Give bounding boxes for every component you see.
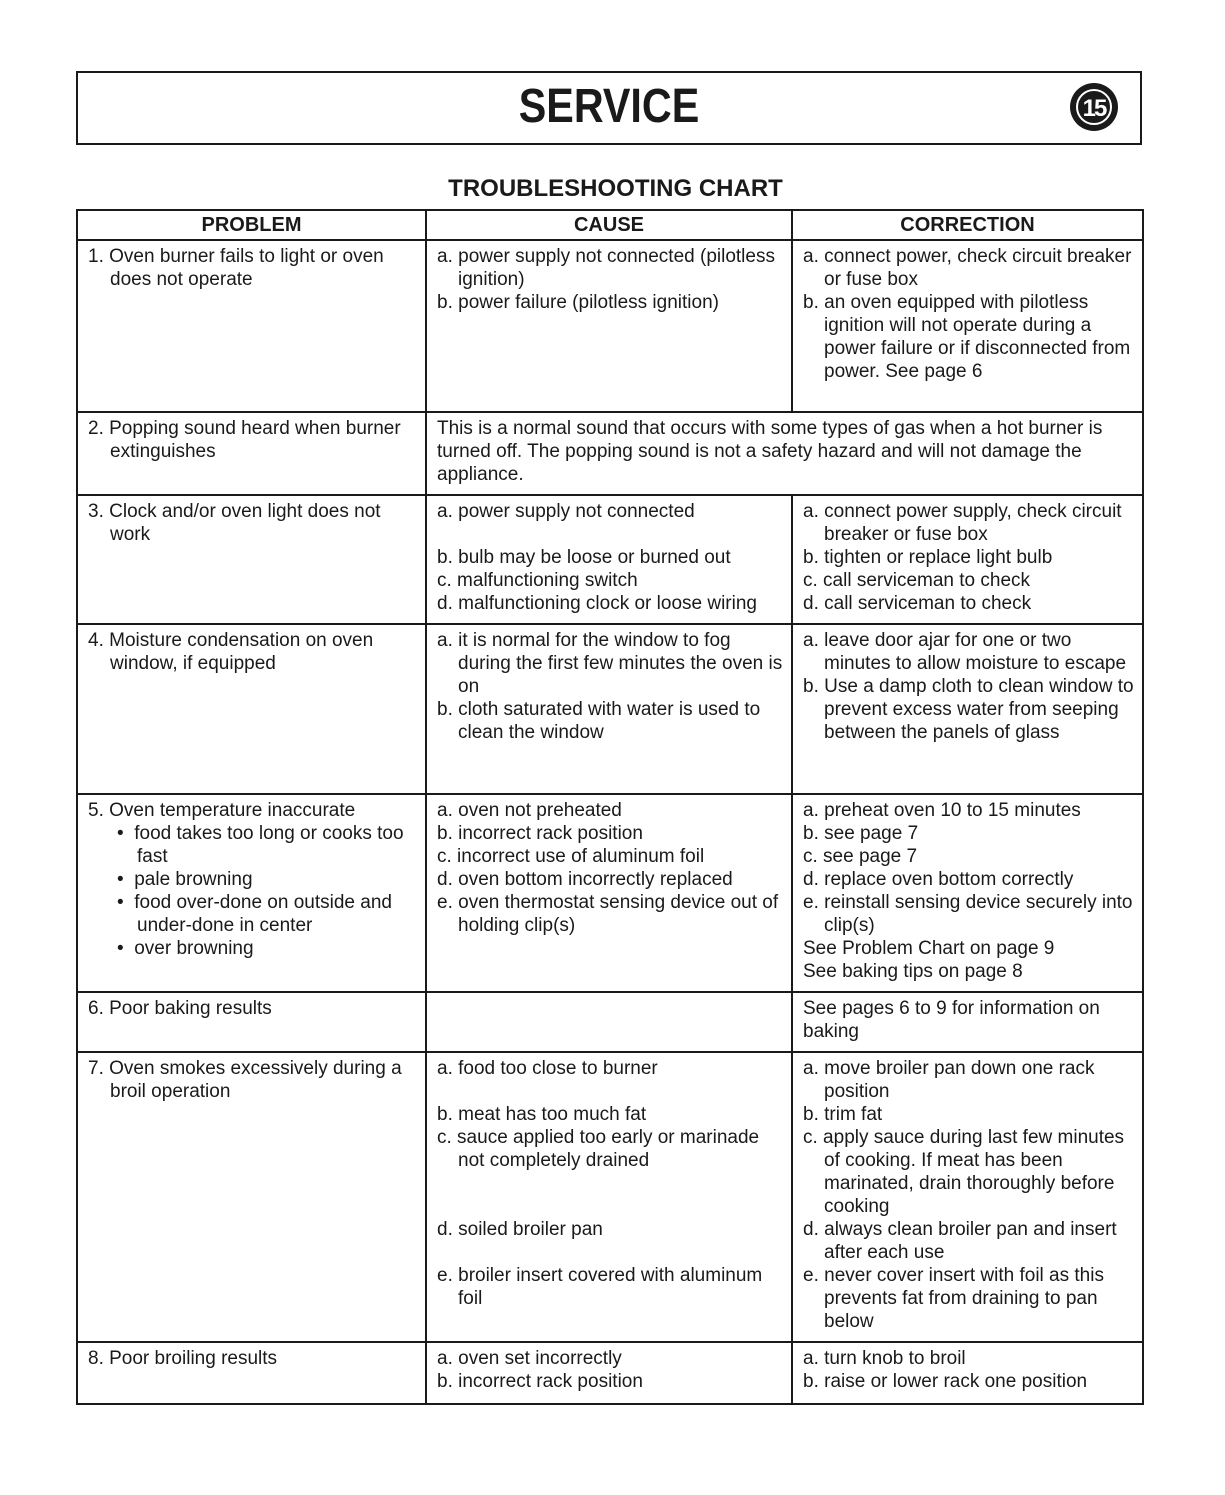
cause-cell	[426, 240, 792, 412]
correction-item: a. move broiler pan down one rack position	[803, 1058, 1095, 1102]
cause-item: b. bulb may be loose or burned out	[437, 547, 731, 568]
cause-item: b. meat has too much fat	[437, 1104, 647, 1125]
correction-item: a. leave door ajar for one or two minutes to allow moisture to escape	[803, 630, 1127, 674]
correction-item: b. an oven equipped with pilotless ignition will not operate during a power failure or if disconnected from power. See page 6	[803, 292, 1131, 382]
cause-item: c. incorrect use of aluminum foil	[437, 846, 705, 867]
cause-item: a. oven not preheated	[437, 800, 622, 821]
table-row	[77, 992, 1143, 1052]
cause-item: a. it is normal for the window to fog during the first few minutes the oven is on	[437, 630, 783, 697]
note-cell	[426, 412, 1143, 495]
problem-text: 1. Oven burner fails to light or oven does not operate	[88, 246, 384, 290]
correction-cell	[792, 240, 1143, 412]
page-number: 15	[1076, 89, 1112, 125]
chart-title: TROUBLESHOOTING CHART	[448, 175, 783, 202]
problem-text: 6. Poor baking results	[88, 998, 272, 1019]
troubleshooting-table	[76, 209, 1144, 1405]
correction-item: c. call serviceman to check	[803, 570, 1031, 591]
correction-item: b. tighten or replace light bulb	[803, 547, 1053, 568]
problem-text: 5. Oven temperature inaccurate	[88, 800, 356, 821]
correction-item: a. preheat oven 10 to 15 minutes	[803, 800, 1081, 821]
correction-cell	[792, 624, 1143, 794]
column-header-correction: CORRECTION	[792, 210, 1143, 240]
correction-cell	[792, 794, 1143, 992]
correction-cell	[792, 1342, 1143, 1404]
column-header-cause: CAUSE	[426, 210, 792, 240]
problem-cell	[77, 1342, 426, 1404]
bullet-item: • food over-done on outside and under-done in center	[117, 892, 392, 936]
correction-item: b. trim fat	[803, 1104, 883, 1125]
note-text: This is a normal sound that occurs with some types of gas when a hot burner is turned off. The popping sound is not a safety hazard and will not damage the appliance.	[437, 418, 1103, 485]
problem-text: 3. Clock and/or oven light does not work	[88, 501, 381, 545]
correction-note: See Problem Chart on page 9	[803, 938, 1055, 959]
correction-item: a. connect power supply, check circuit breaker or fuse box	[803, 501, 1122, 545]
correction-item: e. reinstall sensing device securely into clip(s)	[803, 892, 1133, 936]
correction-item: a. turn knob to broil	[803, 1348, 966, 1369]
table-row	[77, 1342, 1143, 1404]
column-header-problem: PROBLEM	[77, 210, 426, 240]
bullet-item: • over browning	[117, 938, 254, 959]
table-row	[77, 412, 1143, 495]
cause-item: a. power supply not connected	[437, 501, 695, 522]
page-title: SERVICE	[518, 80, 700, 133]
cause-item: e. broiler insert covered with aluminum foil	[437, 1265, 763, 1309]
cause-item: a. food too close to burner	[437, 1058, 658, 1079]
cause-item: a. oven set incorrectly	[437, 1348, 622, 1369]
problem-cell	[77, 412, 426, 495]
cause-item: c. malfunctioning switch	[437, 570, 638, 591]
table-row	[77, 495, 1143, 624]
bullet-item: • pale browning	[117, 869, 253, 890]
table-row	[77, 1052, 1143, 1342]
correction-item: e. never cover insert with foil as this prevents fat from draining to pan below	[803, 1265, 1104, 1332]
correction-note: See pages 6 to 9 for information on baking	[803, 998, 1100, 1042]
cause-cell	[426, 624, 792, 794]
cause-item: a. power supply not connected (pilotless ignition)	[437, 246, 775, 290]
header-box	[76, 71, 1142, 145]
cause-item: c. sauce applied too early or marinade not completely drained	[437, 1127, 760, 1171]
cause-cell	[426, 495, 792, 624]
cause-item: b. incorrect rack position	[437, 1371, 643, 1392]
cause-cell	[426, 794, 792, 992]
correction-item: a. connect power, check circuit breaker or fuse box	[803, 246, 1132, 290]
cause-item: d. malfunctioning clock or loose wiring	[437, 593, 757, 614]
cause-item: b. power failure (pilotless ignition)	[437, 292, 719, 313]
page-number-badge	[1070, 83, 1118, 131]
correction-cell	[792, 992, 1143, 1052]
problem-cell	[77, 624, 426, 794]
cause-item: e. oven thermostat sensing device out of holding clip(s)	[437, 892, 779, 936]
correction-cell	[792, 1052, 1143, 1342]
correction-item: b. raise or lower rack one position	[803, 1371, 1088, 1392]
correction-item: b. see page 7	[803, 823, 919, 844]
cause-cell	[426, 1052, 792, 1342]
correction-cell	[792, 495, 1143, 624]
problem-cell	[77, 495, 426, 624]
table-row	[77, 624, 1143, 794]
correction-item: c. see page 7	[803, 846, 918, 867]
cause-cell	[426, 992, 792, 1052]
table-row	[77, 794, 1143, 992]
cause-item: b. incorrect rack position	[437, 823, 643, 844]
table-header-row	[77, 210, 1143, 240]
problem-cell	[77, 794, 426, 992]
correction-item: d. always clean broiler pan and insert after each use	[803, 1219, 1117, 1263]
cause-item: d. soiled broiler pan	[437, 1219, 603, 1240]
correction-item: b. Use a damp cloth to clean window to prevent excess water from seeping between the panels of glass	[803, 676, 1134, 743]
correction-note: See baking tips on page 8	[803, 961, 1023, 982]
correction-item: d. call serviceman to check	[803, 593, 1032, 614]
problem-text: 4. Moisture condensation on oven window, if equipped	[88, 630, 374, 674]
problem-cell	[77, 240, 426, 412]
problem-text: 8. Poor broiling results	[88, 1348, 278, 1369]
problem-text: 7. Oven smokes excessively during a broil operation	[88, 1058, 402, 1102]
problem-cell	[77, 1052, 426, 1342]
bullet-item: • food takes too long or cooks too fast	[117, 823, 404, 867]
correction-item: c. apply sauce during last few minutes of cooking. If meat has been marinated, drain thoroughly before cooking	[803, 1127, 1125, 1217]
cause-item: b. cloth saturated with water is used to clean the window	[437, 699, 761, 743]
table-row	[77, 240, 1143, 412]
cause-item: d. oven bottom incorrectly replaced	[437, 869, 733, 890]
problem-text: 2. Popping sound heard when burner extinguishes	[88, 418, 401, 462]
correction-item: d. replace oven bottom correctly	[803, 869, 1074, 890]
cause-cell	[426, 1342, 792, 1404]
problem-cell	[77, 992, 426, 1052]
